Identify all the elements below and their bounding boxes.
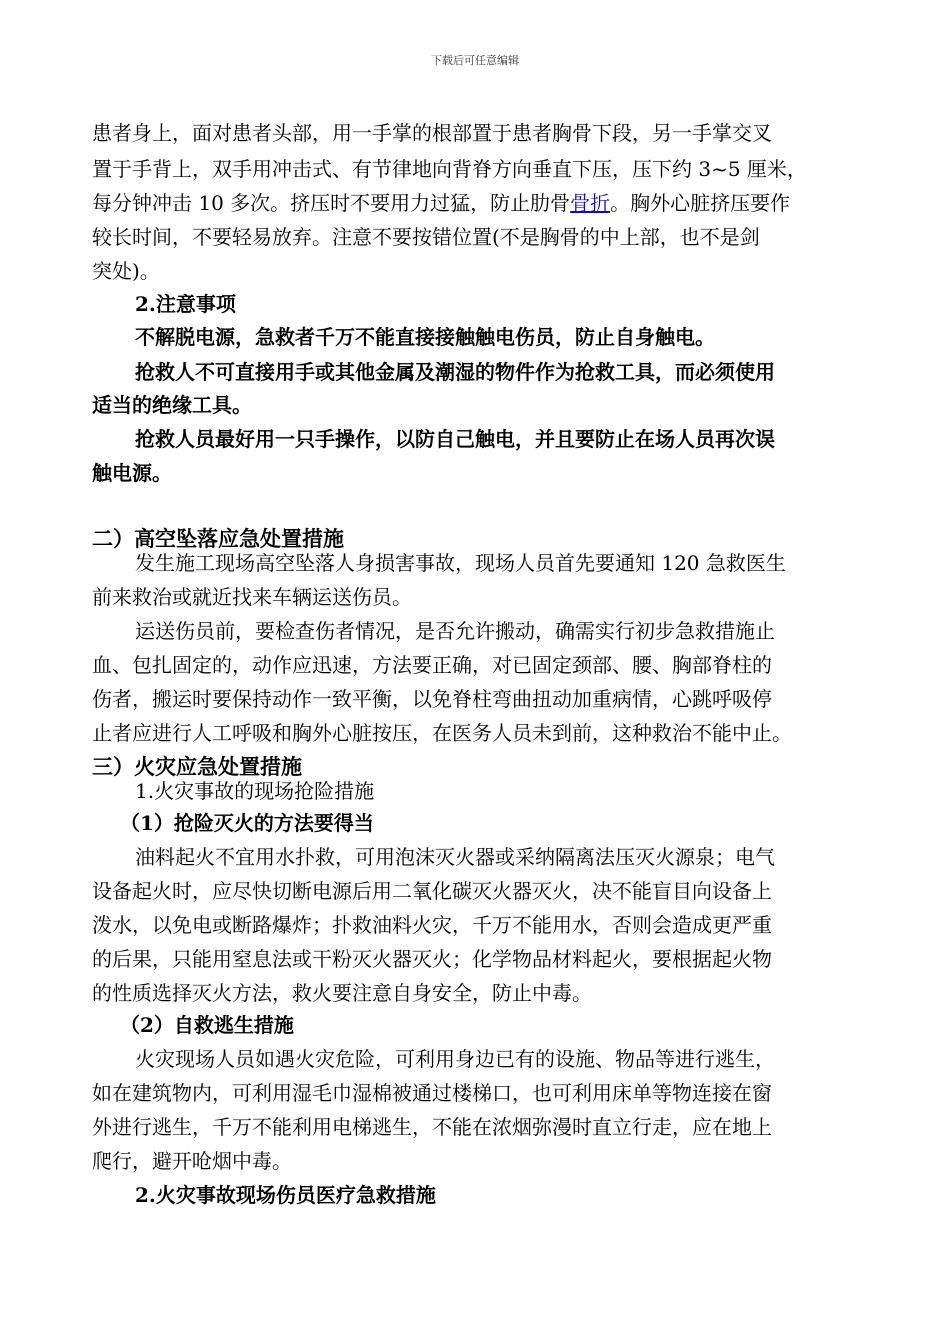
section-title-fire: 三）火灾应急处置措施 (92, 755, 302, 779)
bold-line: 不解脱电源，急救者千万不能直接接触触电伤员，防止自身触电。 (135, 325, 715, 349)
paragraph-line: 置于手背上，双手用冲击式、有节律地向背脊方向垂直下压，压下约 3~5 厘米， (92, 157, 807, 181)
paragraph-line: 患者身上，面对患者头部，用一手掌的根部置于患者胸骨下段，另一手掌交叉 (92, 121, 772, 145)
paragraph-line: 泼水，以免电或断路爆炸；扑救油料火灾，千万不能用水，否则会造成更严重 (92, 913, 772, 937)
paragraph-line: 较长时间，不要轻易放弃。注意不要按错位置(不是胸骨的中上部，也不是剑 (92, 225, 760, 249)
fracture-link[interactable]: 骨折 (570, 191, 611, 215)
paragraph-line: 设备起火时，应尽快切断电源后用二氧化碳灭火器灭火，决不能盲目向设备上 (92, 879, 772, 903)
paragraph-line: 爬行，避开呛烟中毒。 (92, 1149, 292, 1173)
paragraph-line: 如在建筑物内，可利用湿毛巾湿棉被通过楼梯口，也可利用床单等物连接在窗 (92, 1081, 772, 1105)
paragraph-line: 外进行逃生，千万不能利用电梯逃生，不能在浓烟弥漫时直立行走，应在地上 (92, 1115, 772, 1139)
paragraph-line (92, 186, 790, 220)
paragraph-line: 前来救治或就近找来车辆运送伤员。 (92, 585, 412, 609)
paragraph-line: 的后果，只能用窒息法或干粉灭火器灭火；化学物品材料起火，要根据起火物 (92, 947, 772, 971)
subheading: 2.火灾事故现场伤员医疗急救措施 (135, 1183, 436, 1207)
bold-line: 触电源。 (92, 461, 172, 485)
subheading: （1）抢险灭火的方法要得当 (120, 811, 374, 835)
bold-line: 抢救人不可直接用手或其他金属及潮湿的物件作为抢救工具，而必须使用 (135, 360, 775, 384)
text-run: 每分钟冲击 10 多次。挤压时不要用力过猛，防止肋骨 (92, 191, 571, 215)
bold-line: 抢救人员最好用一只手操作，以防自己触电，并且要防止在场人员再次误 (135, 427, 775, 451)
subheading: （2）自救逃生措施 (120, 1013, 294, 1037)
text-run: 。胸外心脏挤压要作 (610, 191, 791, 215)
subheading: 1.火灾事故的现场抢险措施 (135, 779, 375, 803)
paragraph-line: 血、包扎固定的，动作应迅速，方法要正确，对已固定颈部、腰、胸部脊柱的 (92, 653, 772, 677)
paragraph-line: 油料起火不宜用水扑救，可用泡沫灭火器或采纳隔离法压灭火源泉；电气 (135, 845, 775, 869)
paragraph-line: 运送伤员前，要检查伤者情况，是否允许搬动，确需实行初步急救措施止 (135, 619, 775, 643)
section-title-falls: 二）高空坠落应急处置措施 (92, 527, 344, 551)
paragraph-line: 发生施工现场高空坠落人身损害事故，现场人员首先要通知 120 急救医生 (135, 551, 786, 575)
paragraph-line: 火灾现场人员如遇火灾危险，可利用身边已有的设施、物品等进行逃生， (135, 1047, 775, 1071)
section-heading: 2.注意事项 (135, 292, 236, 316)
bold-line: 适当的绝缘工具。 (92, 393, 252, 417)
paragraph-line: 伤者，搬运时要保持动作一致平衡，以免脊柱弯曲扭动加重病情，心跳呼吸停 (92, 687, 772, 711)
page-header: 下载后可任意编辑 (431, 54, 519, 67)
paragraph-line: 的性质选择灭火方法，救火要注意自身安全，防止中毒。 (92, 981, 592, 1005)
paragraph-line: 止者应进行人工呼吸和胸外心脏按压，在医务人员未到前，这种救治不能中止。 (92, 721, 792, 745)
paragraph-line: 突处)。 (92, 259, 160, 283)
